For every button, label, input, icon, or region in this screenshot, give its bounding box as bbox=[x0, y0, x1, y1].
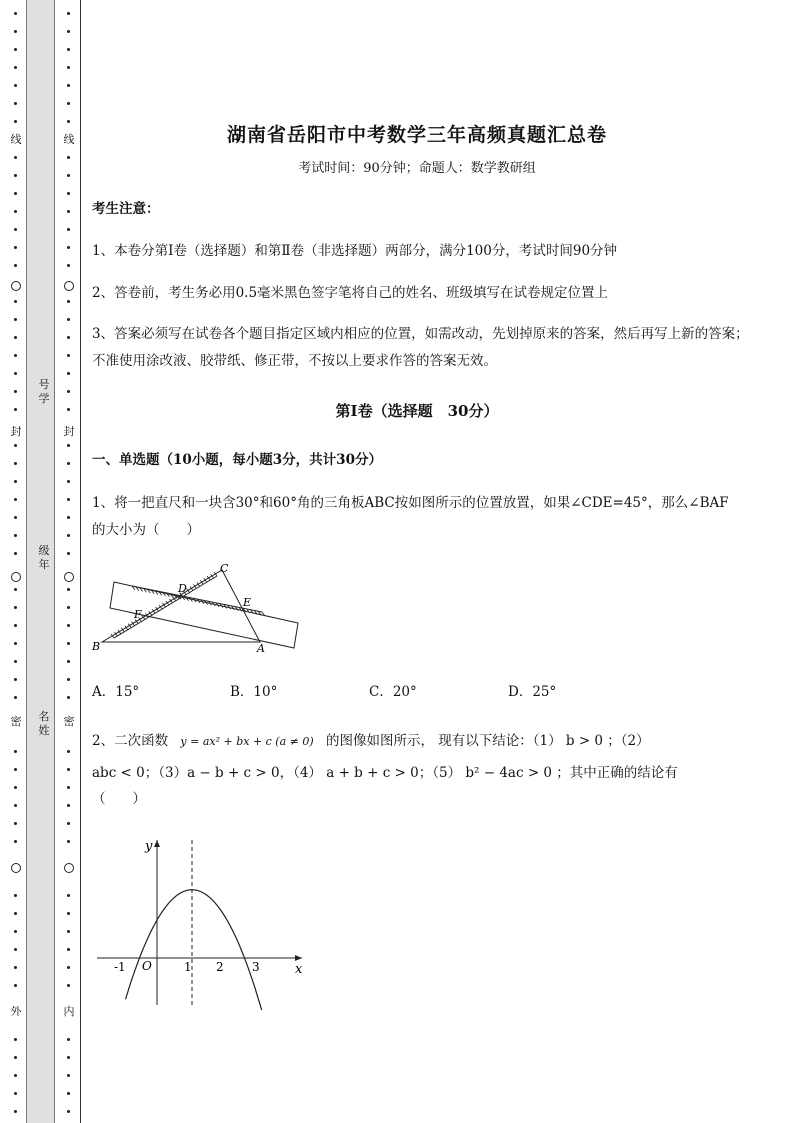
margin-dot bbox=[14, 1092, 17, 1095]
margin-dot bbox=[67, 246, 70, 249]
margin-dot bbox=[67, 30, 70, 33]
margin-dot bbox=[14, 786, 17, 789]
margin-dot bbox=[67, 678, 70, 681]
page-title: 湖南省岳阳市中考数学三年高频真题汇总卷 bbox=[226, 124, 607, 146]
margin-dot bbox=[67, 174, 70, 177]
margin-dot bbox=[67, 822, 70, 825]
margin-mark: 密 bbox=[8, 715, 24, 729]
margin-dot bbox=[14, 840, 17, 843]
margin-dot bbox=[67, 984, 70, 987]
margin-dot bbox=[14, 1110, 17, 1113]
margin-dot bbox=[67, 264, 70, 267]
margin-dot bbox=[14, 264, 17, 267]
margin-circle bbox=[64, 863, 74, 873]
margin-dot bbox=[67, 696, 70, 699]
question-2-line-2: abc < 0；（3）a − b + c > 0，（4） a + b + c > 0；（5） b² − 4ac > 0 ；其中正确的结论有 bbox=[92, 765, 678, 781]
binding-rule bbox=[80, 0, 81, 1123]
margin-dot bbox=[14, 606, 17, 609]
graph-x-label: x bbox=[295, 962, 303, 977]
option-b: B．10° bbox=[230, 684, 278, 700]
margin-circle bbox=[64, 572, 74, 582]
margin-dot bbox=[14, 12, 17, 15]
margin-dot bbox=[14, 660, 17, 663]
margin-dot bbox=[67, 408, 70, 411]
margin-dot bbox=[67, 390, 70, 393]
margin-dot bbox=[67, 444, 70, 447]
question-2-line-3: （ ） bbox=[92, 791, 146, 807]
margin-dot bbox=[67, 354, 70, 357]
question-2-formula: y = ax² + bx + c (a ≠ 0) bbox=[180, 735, 314, 748]
margin-dot bbox=[67, 912, 70, 915]
margin-dot bbox=[14, 642, 17, 645]
margin-dot bbox=[14, 624, 17, 627]
margin-dot bbox=[14, 804, 17, 807]
margin-dot bbox=[67, 750, 70, 753]
margin-dot bbox=[14, 930, 17, 933]
notice-item-1: 1、本卷分第I卷（选择题）和第Ⅱ卷（非选择题）两部分，满分100分，考试时间90分钟 bbox=[92, 243, 618, 259]
margin-dot bbox=[67, 1074, 70, 1077]
margin-dot bbox=[67, 660, 70, 663]
margin-mark: 线 bbox=[8, 133, 24, 147]
margin-dot bbox=[67, 12, 70, 15]
page-subtitle: 考试时间：90分钟；命题人：数学教研组 bbox=[298, 161, 536, 176]
margin-dot bbox=[67, 498, 70, 501]
margin-mark: 外 bbox=[8, 1005, 24, 1019]
margin-mark: 封 bbox=[8, 425, 24, 439]
binding-margin bbox=[0, 0, 82, 1123]
margin-dot bbox=[14, 30, 17, 33]
notice-heading: 考生注意： bbox=[92, 201, 160, 217]
margin-dot bbox=[67, 120, 70, 123]
margin-dot bbox=[14, 516, 17, 519]
margin-dot bbox=[67, 1110, 70, 1113]
margin-dot bbox=[14, 120, 17, 123]
margin-dot bbox=[14, 390, 17, 393]
margin-dot bbox=[14, 102, 17, 105]
margin-dot bbox=[67, 156, 70, 159]
margin-dot bbox=[67, 1092, 70, 1095]
margin-dot bbox=[14, 462, 17, 465]
class-label: 级年 bbox=[38, 544, 50, 571]
margin-dot bbox=[67, 624, 70, 627]
margin-dot bbox=[14, 1074, 17, 1077]
option-a: A．15° bbox=[92, 684, 140, 700]
figure-label-f: F bbox=[134, 608, 142, 621]
margin-dot bbox=[14, 534, 17, 537]
margin-dot bbox=[14, 444, 17, 447]
margin-dot bbox=[14, 498, 17, 501]
margin-dot bbox=[67, 1038, 70, 1041]
margin-dot bbox=[14, 966, 17, 969]
margin-dot bbox=[67, 642, 70, 645]
margin-circle bbox=[11, 572, 21, 582]
inner-dot-column bbox=[63, 0, 75, 1123]
outer-dot-column bbox=[10, 0, 22, 1123]
margin-dot bbox=[14, 948, 17, 951]
margin-dot bbox=[14, 678, 17, 681]
question-2-suffix: 的图像如图所示， 现有以下结论：（1） b > 0 ；（2） bbox=[325, 733, 650, 749]
margin-dot bbox=[67, 552, 70, 555]
margin-dot bbox=[14, 696, 17, 699]
margin-dot bbox=[67, 948, 70, 951]
margin-dot bbox=[67, 318, 70, 321]
margin-dot bbox=[14, 984, 17, 987]
margin-dot bbox=[14, 228, 17, 231]
margin-dot bbox=[67, 192, 70, 195]
margin-dot bbox=[14, 354, 17, 357]
margin-dot bbox=[14, 822, 17, 825]
margin-dot bbox=[14, 300, 17, 303]
option-c: C．20° bbox=[369, 684, 417, 700]
figure-label-b: B bbox=[92, 640, 101, 653]
margin-circle bbox=[11, 863, 21, 873]
graph-tick-2: 2 bbox=[216, 960, 224, 974]
margin-dot bbox=[67, 66, 70, 69]
margin-dot bbox=[14, 588, 17, 591]
notice-item-3: 3、答案必须写在试卷各个题目指定区域内相应的位置，如需改动，先划掉原来的答案，然后再写上新的答案；不准使用涂改液、胶带纸、修正带，不按以上要求作答的答案无效。 bbox=[92, 326, 749, 369]
margin-dot bbox=[14, 336, 17, 339]
margin-dot bbox=[67, 336, 70, 339]
margin-dot bbox=[67, 300, 70, 303]
figure-label-d: D bbox=[178, 582, 187, 595]
margin-dot bbox=[67, 966, 70, 969]
margin-dot bbox=[67, 480, 70, 483]
figure-label-a: A bbox=[257, 642, 265, 655]
margin-dot bbox=[67, 372, 70, 375]
option-d: D．25° bbox=[508, 684, 557, 700]
margin-circle bbox=[64, 281, 74, 291]
margin-mark: 密 bbox=[61, 715, 77, 729]
margin-dot bbox=[67, 534, 70, 537]
graph-tick-neg1: -1 bbox=[114, 960, 126, 974]
margin-dot bbox=[14, 552, 17, 555]
margin-dot bbox=[67, 102, 70, 105]
margin-circle bbox=[11, 281, 21, 291]
margin-dot bbox=[14, 210, 17, 213]
margin-dot bbox=[67, 786, 70, 789]
margin-dot bbox=[67, 804, 70, 807]
graph-y-label: y bbox=[145, 839, 153, 854]
question-1-figure bbox=[92, 560, 307, 655]
margin-dot bbox=[14, 84, 17, 87]
graph-tick-3: 3 bbox=[252, 960, 260, 974]
margin-dot bbox=[67, 930, 70, 933]
figure-label-e: E bbox=[243, 596, 252, 609]
name-label: 名姓 bbox=[38, 710, 50, 737]
margin-dot bbox=[14, 480, 17, 483]
student-number-label: 号学 bbox=[38, 378, 50, 405]
margin-dot bbox=[67, 48, 70, 51]
margin-dot bbox=[14, 246, 17, 249]
margin-dot bbox=[14, 48, 17, 51]
graph-origin-label: O bbox=[142, 959, 152, 973]
graph-tick-1: 1 bbox=[184, 960, 192, 974]
margin-dot bbox=[14, 912, 17, 915]
section-title: 一、单选题（10小题，每小题3分，共计30分） bbox=[92, 452, 382, 468]
question-2-graph bbox=[92, 835, 312, 1010]
margin-mark: 封 bbox=[61, 425, 77, 439]
notice-item-2: 2、答卷前，考生务必用0.5毫米黑色签字笔将自己的姓名、班级填写在试卷规定位置上 bbox=[92, 285, 609, 301]
margin-dot bbox=[14, 174, 17, 177]
margin-dot bbox=[67, 840, 70, 843]
margin-dot bbox=[14, 894, 17, 897]
question-1-text: 1、将一把直尺和一块含30°和60°角的三角板ABC按如图所示的位置放置，如果∠CDE=45°，那么∠BAF的大小为（ ） bbox=[92, 495, 729, 538]
question-2-line-1 bbox=[92, 728, 752, 755]
margin-dot bbox=[14, 1056, 17, 1059]
margin-dot bbox=[67, 768, 70, 771]
margin-mark: 内 bbox=[61, 1005, 77, 1019]
margin-dot bbox=[14, 318, 17, 321]
margin-dot bbox=[67, 606, 70, 609]
margin-mark: 线 bbox=[61, 133, 77, 147]
margin-dot bbox=[67, 894, 70, 897]
margin-dot bbox=[67, 588, 70, 591]
margin-dot bbox=[67, 228, 70, 231]
question-2-prefix: 2、二次函数 bbox=[92, 733, 169, 749]
margin-dot bbox=[14, 372, 17, 375]
margin-dot bbox=[67, 210, 70, 213]
margin-dot bbox=[14, 192, 17, 195]
figure-label-c: C bbox=[220, 562, 229, 575]
margin-dot bbox=[14, 1038, 17, 1041]
margin-dot bbox=[14, 768, 17, 771]
margin-dot bbox=[14, 750, 17, 753]
margin-dot bbox=[14, 408, 17, 411]
margin-dot bbox=[14, 66, 17, 69]
margin-dot bbox=[67, 462, 70, 465]
margin-dot bbox=[14, 156, 17, 159]
margin-dot bbox=[67, 1056, 70, 1059]
margin-dot bbox=[67, 516, 70, 519]
part1-title: 第I卷（选择题 30分） bbox=[335, 402, 499, 420]
margin-dot bbox=[67, 84, 70, 87]
